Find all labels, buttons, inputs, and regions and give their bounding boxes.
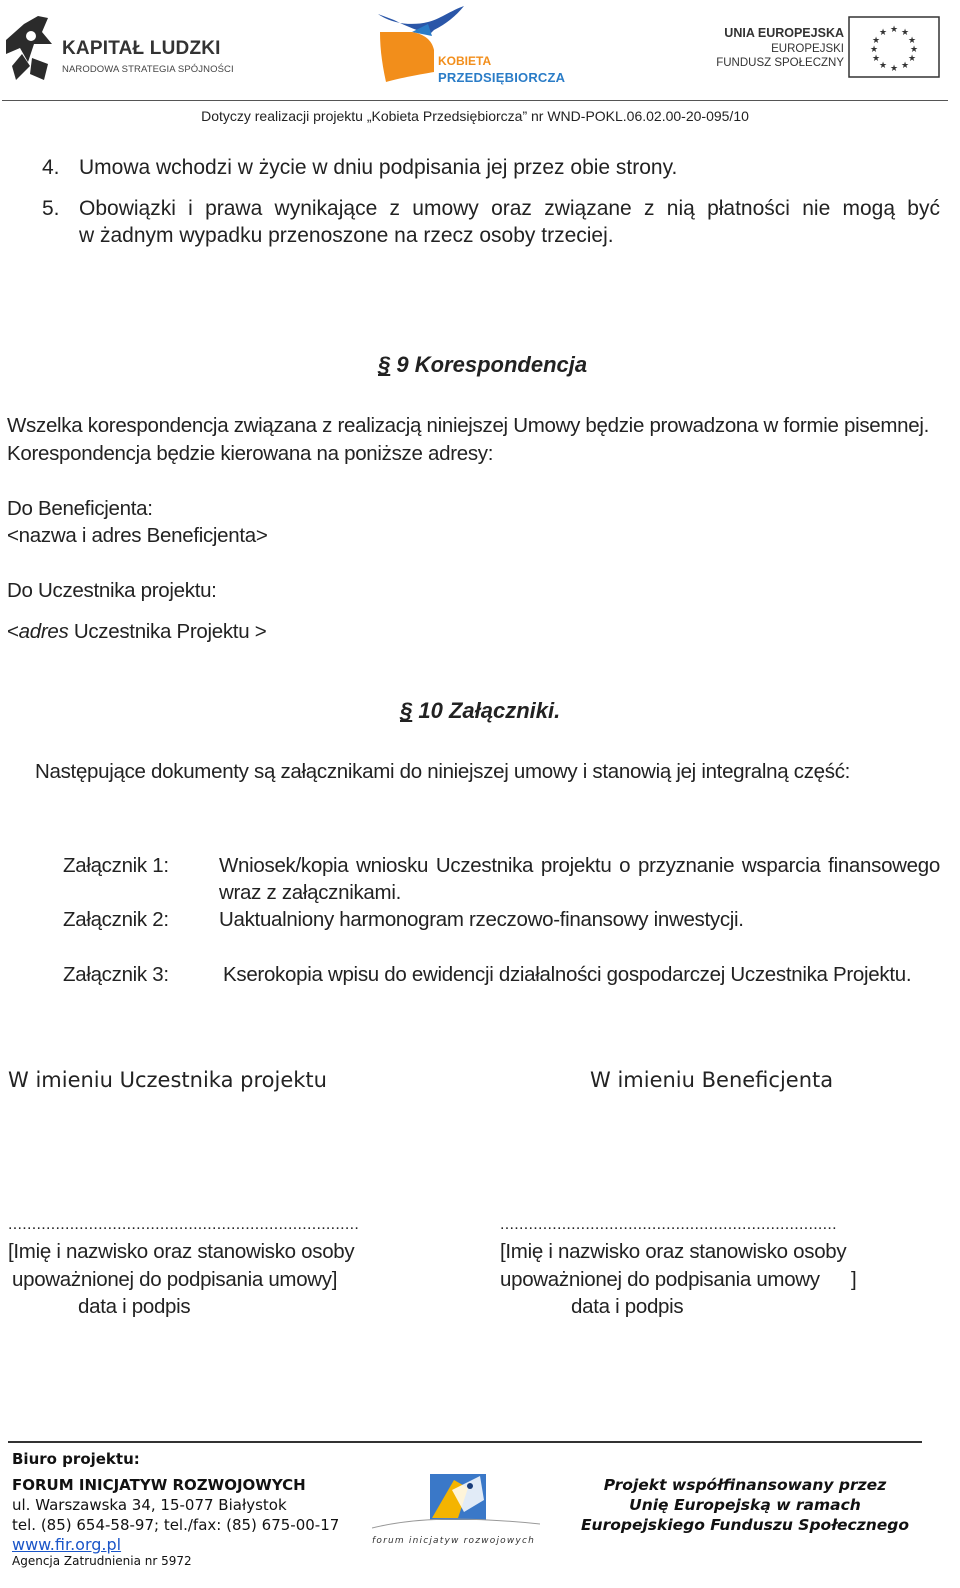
footer-address: ul. Warszawska 34, 15-077 Białystok xyxy=(12,1496,287,1514)
svg-text:★: ★ xyxy=(869,44,879,54)
header-divider xyxy=(2,100,948,101)
signature-left-heading: W imieniu Uczestnika projektu xyxy=(8,1068,327,1092)
section-9-para-line1: Wszelka korespondencja związana z realizacją niniejszej Umowy będzie prowadzona w formie pisemnej. xyxy=(7,414,930,437)
beneficiary-label: Do Beneficjenta: xyxy=(7,497,153,520)
eu-flag-icon xyxy=(848,16,940,78)
kobieta-logo-line2: PRZEDSIĘBIORCZA xyxy=(438,70,566,85)
kapital-ludzki-logo xyxy=(4,14,234,84)
ue-logo-line1: UNIA EUROPEJSKA xyxy=(724,26,844,40)
signature-right-bracket: ] xyxy=(851,1268,857,1291)
item-5-text-line2: w żadnym wypadku przenoszone na rzecz osoby trzeciej. xyxy=(79,224,614,247)
participant-address-prefix: < xyxy=(7,620,19,643)
section-10-intro: Następujące dokumenty są załącznikami do niniejszej umowy i stanowią jej integralną część: xyxy=(35,760,851,783)
section-9-heading xyxy=(378,352,587,378)
item-4-text: Umowa wchodzi w życie w dniu podpisania jej przez obie strony. xyxy=(79,156,678,179)
participant-address-italic: adres xyxy=(18,620,69,643)
section-10-heading xyxy=(400,698,560,724)
cofinance-line2: Unię Europejską w ramach xyxy=(629,1496,861,1514)
svg-text:★: ★ xyxy=(909,44,919,54)
attachment-1-line1: Wniosek/kopia wniosku Uczestnika projektu o przyznanie wsparcia finansowego xyxy=(219,854,940,877)
kapital-ludzki-subtitle: NARODOWA STRATEGIA SPÓJNOŚCI xyxy=(62,64,234,75)
signature-right-line: ....................................................................... xyxy=(500,1216,837,1233)
footer-website-link[interactable]: www.fir.org.pl xyxy=(12,1535,122,1554)
fir-logo xyxy=(372,1470,540,1552)
section-10-symbol: § xyxy=(400,698,413,723)
footer-divider xyxy=(8,1441,922,1443)
signature-left-line1: [Imię i nazwisko oraz stanowisko osoby xyxy=(8,1240,355,1263)
svg-text:★: ★ xyxy=(907,53,917,63)
participant-address xyxy=(7,620,266,644)
participant-address-rest: Uczestnika Projektu > xyxy=(68,620,267,643)
fir-logo-icon xyxy=(372,1470,540,1536)
svg-text:★: ★ xyxy=(871,35,881,45)
footer-org-name: FORUM INICJATYW ROZWOJOWYCH xyxy=(12,1476,306,1494)
svg-text:★: ★ xyxy=(889,24,899,34)
svg-text:★: ★ xyxy=(889,63,899,73)
attachment-1-label: Załącznik 1: xyxy=(63,854,169,877)
section-10-title: 10 Załączniki. xyxy=(418,698,561,723)
footer-office-label: Biuro projektu: xyxy=(12,1450,140,1468)
signature-right-line1: [Imię i nazwisko oraz stanowisko osoby xyxy=(500,1240,847,1263)
attachment-3-label: Załącznik 3: xyxy=(63,963,169,986)
kapital-ludzki-star-icon xyxy=(4,14,56,82)
ue-efs-logo xyxy=(716,16,952,80)
section-9-para-line2: Korespondencja będzie kierowana na poniższe adresy: xyxy=(7,442,494,465)
signature-left-line3: data i podpis xyxy=(78,1295,191,1318)
project-reference: Dotyczy realizacji projektu „Kobieta Przedsiębiorcza” nr WND-POKL.06.02.00-20-095/10 xyxy=(201,108,749,124)
attachment-2-line1: Uaktualniony harmonogram rzeczowo-finansowy inwestycji. xyxy=(219,908,744,931)
attachment-3-line1: Kserokopia wpisu do ewidencji działalności gospodarczej Uczestnika Projektu. xyxy=(223,963,912,986)
cofinance-line1: Projekt współfinansowany przez xyxy=(603,1476,887,1494)
cofinance-line3: Europejskiego Funduszu Społecznego xyxy=(580,1516,910,1534)
fir-logo-text: forum inicjatyw rozwojowych xyxy=(372,1536,535,1546)
svg-text:★: ★ xyxy=(878,60,888,70)
section-9-symbol: § xyxy=(378,352,391,377)
signature-left-line: .......................................................................... xyxy=(8,1216,360,1233)
signature-right-line3: data i podpis xyxy=(571,1295,684,1318)
ue-logo-line3: FUNDUSZ SPOŁECZNY xyxy=(716,57,844,69)
attachment-1-line2: wraz z załącznikami. xyxy=(219,881,401,904)
beneficiary-address: <nazwa i adres Beneficjenta> xyxy=(7,524,268,547)
signature-right-heading: W imieniu Beneficjenta xyxy=(590,1068,834,1092)
section-9-title: 9 Korespondencja xyxy=(396,352,588,377)
signature-right-line2: upoważnionej do podpisania umowy xyxy=(500,1268,820,1291)
ue-logo-line2: EUROPEJSKI xyxy=(771,43,844,55)
footer-agency: Agencja Zatrudnienia nr 5972 xyxy=(12,1554,192,1568)
kobieta-logo-line1: KOBIETA xyxy=(438,54,492,68)
svg-text:★: ★ xyxy=(871,53,881,63)
kobieta-przedsiebiorcza-logo xyxy=(372,2,572,92)
participant-label: Do Uczestnika projektu: xyxy=(7,579,217,602)
svg-text:★: ★ xyxy=(900,27,910,37)
item-5-text-line1: Obowiązki i prawa wynikające z umowy oraz związane z nią płatności nie mogą być xyxy=(79,197,940,220)
signature-left-line2: upoważnionej do podpisania umowy] xyxy=(12,1268,338,1291)
attachment-2-label: Załącznik 2: xyxy=(63,908,169,931)
item-4-number: 4. xyxy=(42,156,60,179)
svg-text:★: ★ xyxy=(900,60,910,70)
svg-text:★: ★ xyxy=(907,35,917,45)
kapital-ludzki-title: KAPITAŁ LUDZKI xyxy=(62,38,221,59)
svg-text:★: ★ xyxy=(878,27,888,37)
item-5-number: 5. xyxy=(42,197,60,220)
footer-phones: tel. (85) 654-58-97; tel./fax: (85) 675-00-17 xyxy=(12,1516,340,1534)
